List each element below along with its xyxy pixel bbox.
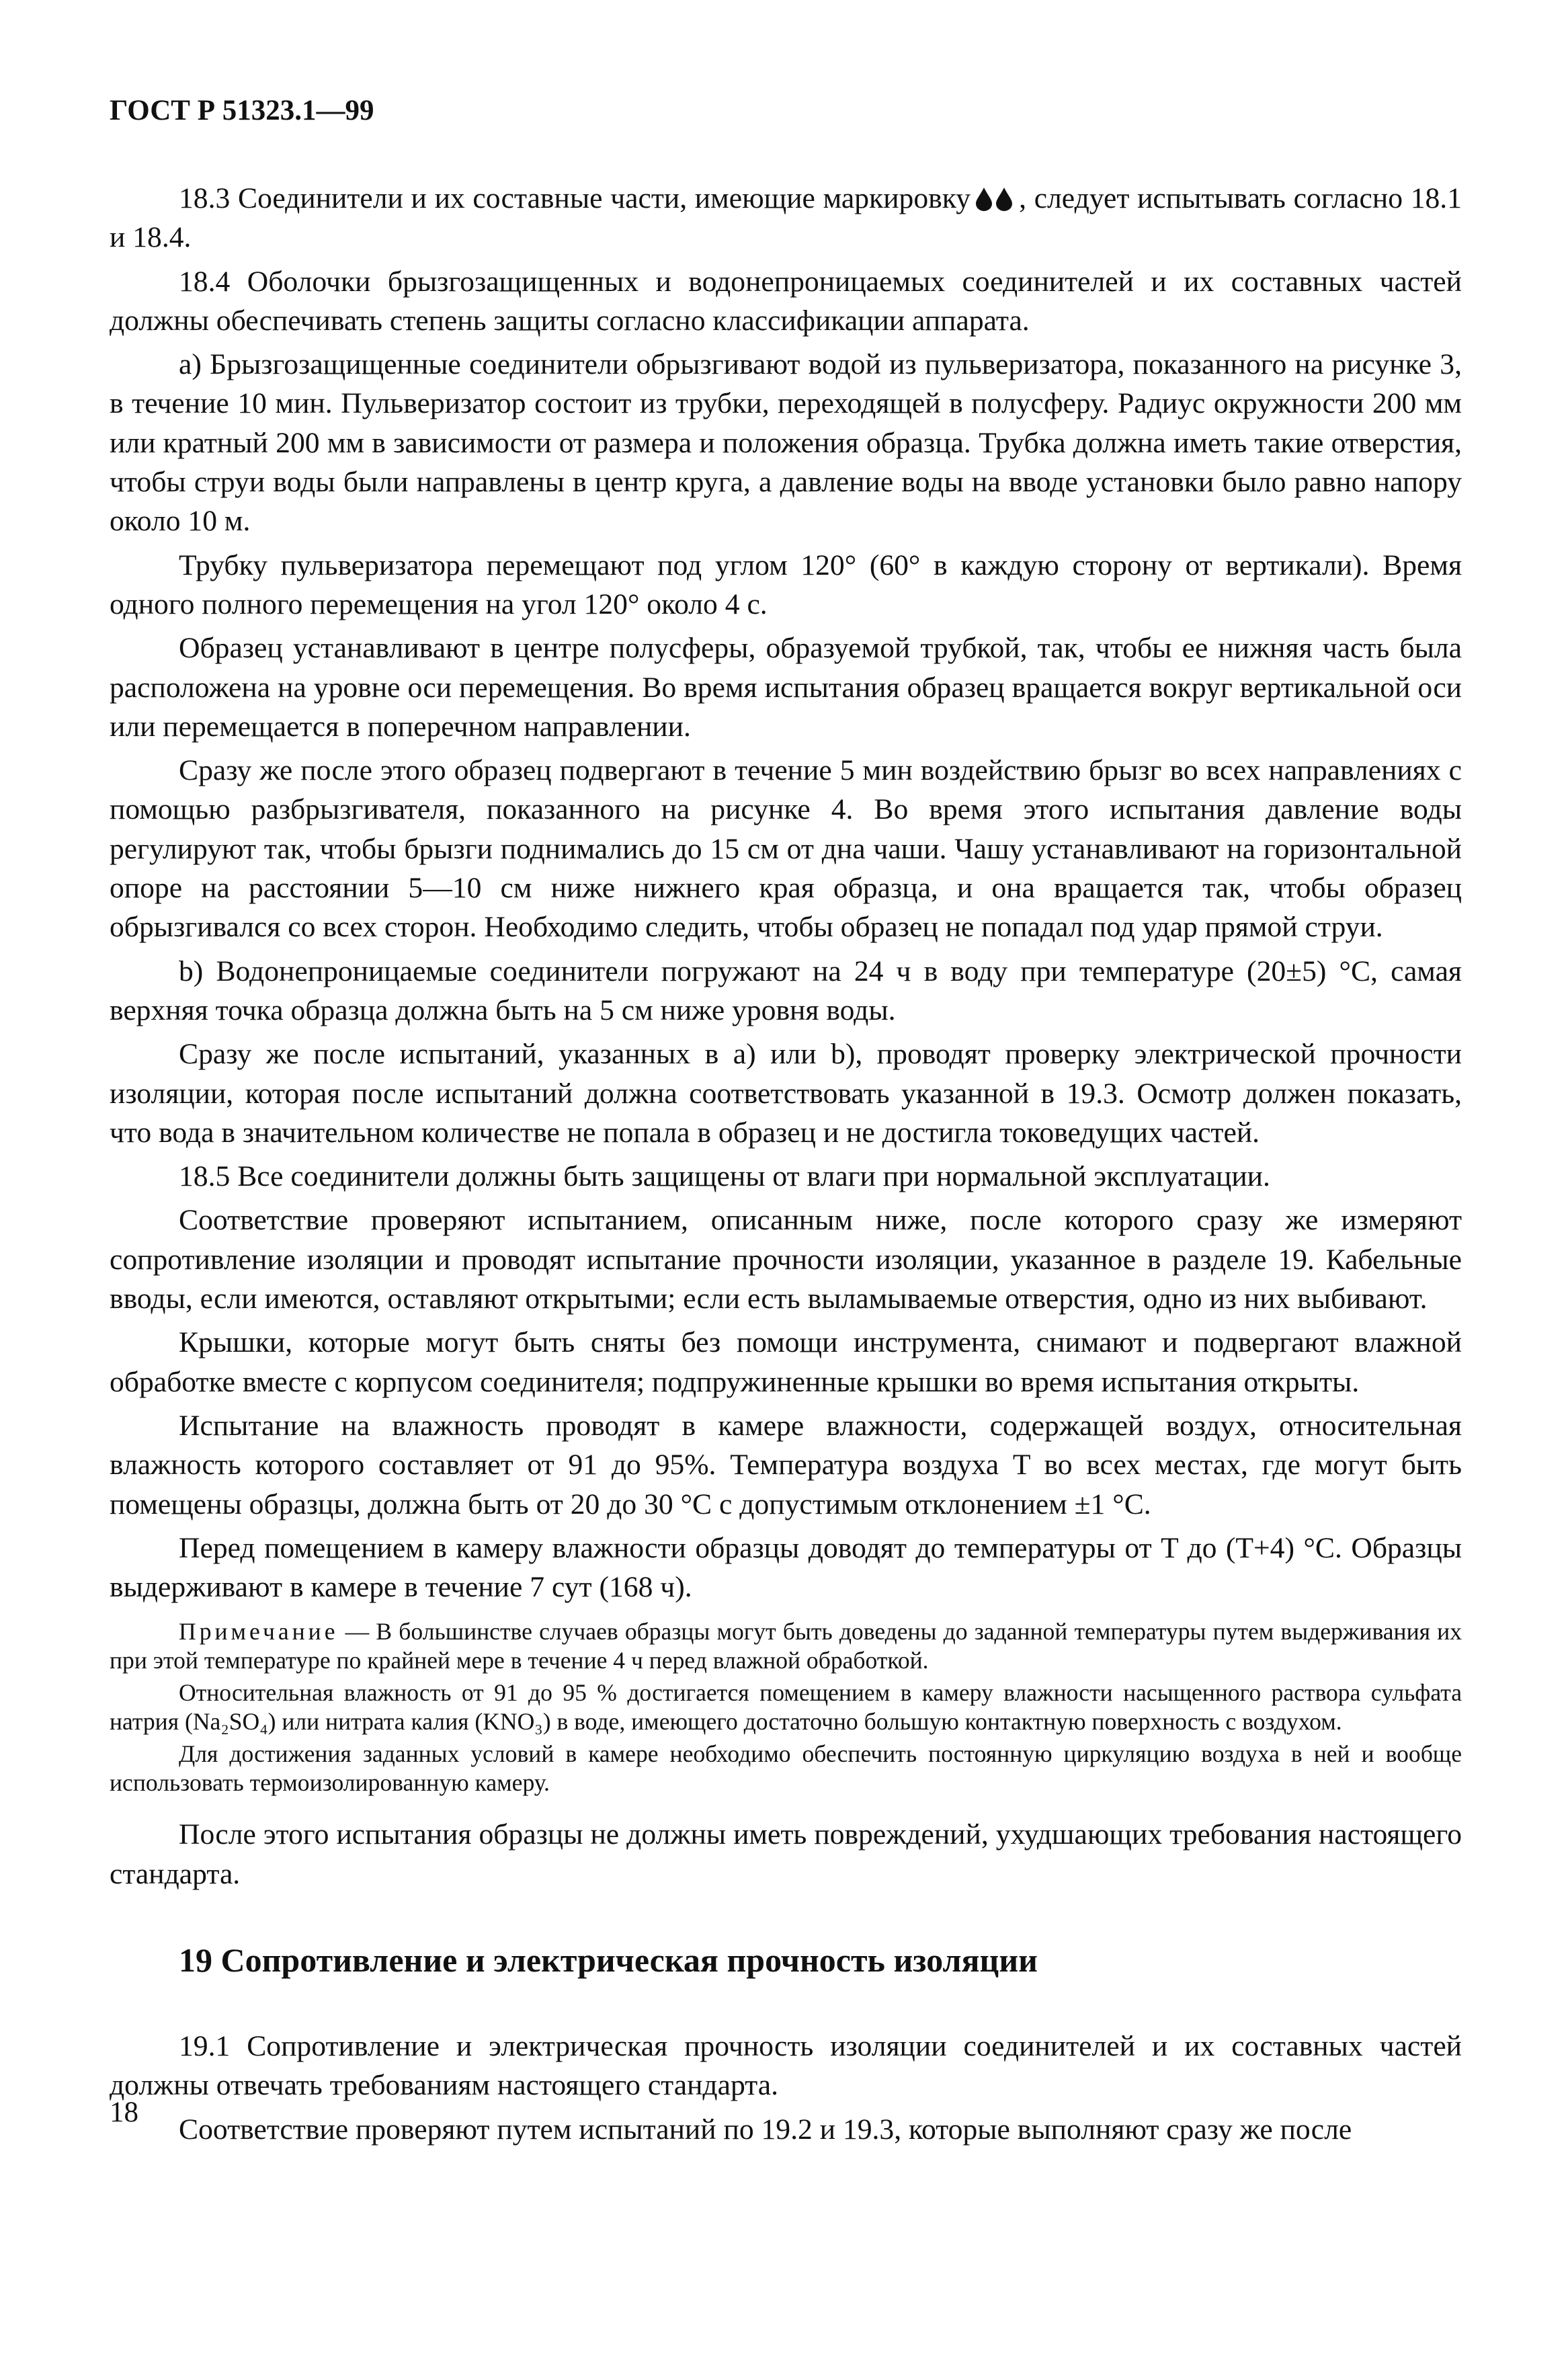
paragraph-tube: Трубку пульверизатора перемещают под углом 120° (60° в каждую сторону от вертикали). Время одного полного перемещения на угол 120° около 4 с.	[110, 549, 1462, 620]
notes-block	[110, 1617, 1462, 1797]
note-1-text: — В большинстве случаев образцы могут быть доведены до заданной температуры путем выдерживания их при этой температуре по крайней мере в течение 4 ч перед влажной обработкой.	[110, 1618, 1462, 1674]
paragraph-humidity: Испытание на влажность проводят в камере влажности, содержащей воздух, относительная влажность которого составляет от 91 до 95%. Температура воздуха T во всех местах, где могут быть помещены образцы, должна быть от 20 до 30 °С с допустимым отклонением ±1 °С.	[110, 1409, 1462, 1520]
paragraph-check: Сразу же после испытаний, указанных в а) или b), проводят проверку электрической прочности изоляции, которая после испытаний должна соответствовать указанной в 19.3. Осмотр должен показать, что вода в значительном количестве не попала в образец и не достигла токоведущих частей.	[110, 1038, 1462, 1149]
paragraph-item-a: а) Брызгозащищенные соединители обрызгивают водой из пульверизатора, показанного на рисунке 3, в течение 10 мин. Пульверизатор состоит из трубки, переходящей в полусферу. Радиус окружности 200 мм или кратный 200 мм в зависимости от размера и положения образца. Трубка должна иметь такие отверстия, чтобы струи воды были направлены в центр круга, а давление воды на вводе установки было равно напору около 10 м.	[110, 348, 1462, 538]
paragraph-18-4: 18.4 Оболочки брызгозащищенных и водонепроницаемых соединителей и их составных частей должны обеспечивать степень защиты согласно классификации аппарата.	[110, 265, 1462, 337]
paragraph-covers: Крышки, которые могут быть сняты без помощи инструмента, снимают и подвергают влажной обработке вместе с корпусом соединителя; подпружиненные крышки во время испытания открыты.	[110, 1326, 1462, 1398]
paragraph-18-3-end: , следует испытывать согласно 18.1 и 18.4.	[110, 182, 1462, 254]
paragraph-after: Сразу же после этого образец подвергают в течение 5 мин воздействию брызг во всех направлениях с помощью разбрызгивателя, показанного на рисунке 4. Во время этого испытания давление воды регулируют так, чтобы брызги поднимались до 15 см от дна чаши. Чашу устанавливают на горизонтальной опоре на расстоянии 5—10 см ниже нижнего края образца, и она вращается так, чтобы образец обрызгивался со всех сторон. Необходимо следить, чтобы образец не попадал под удар прямой струи.	[110, 754, 1462, 944]
paragraph-18-5: 18.5 Все соединители должны быть защищены от влаги при нормальной эксплуатации.	[179, 1160, 1270, 1193]
note-2: Относительная влажность от 91 до 95 % достигается помещением в камеру влажности насыщенного раствора сульфата натрия (Na₂SO₄) или нитрата калия (KNO₃) в воде, имеющего достаточно большую контактную поверхность с воздухом.	[110, 1679, 1462, 1736]
paragraph-final: После этого испытания образцы не должны иметь повреждений, ухудшающих требования настоящего стандарта.	[110, 1818, 1462, 1890]
note-label: Примечание	[179, 1618, 339, 1646]
paragraph-conformity: Соответствие проверяют испытанием, описанным ниже, после которого сразу же измеряют сопротивление изоляции и проводят испытание прочности изоляции, указанное в разделе 19. Кабельные вводы, если имеются, оставляют открытыми; если есть выламываемые отверстия, одно из них выбивают.	[110, 1204, 1462, 1315]
paragraph-18-3	[110, 179, 1462, 257]
page-body	[110, 179, 1462, 2154]
note-3: Для достижения заданных условий в камере необходимо обеспечить постоянную циркуляцию воздуха в ней и вообще использовать термоизолированную камеру.	[110, 1740, 1462, 1797]
paragraph-19-1: 19.1 Сопротивление и электрическая прочность изоляции соединителей и их составных частей должны отвечать требованиям настоящего стандарта.	[110, 2029, 1462, 2102]
paragraph-19-conformity: Соответствие проверяют путем испытаний по 19.2 и 19.3, которые выполняют сразу же после	[179, 2113, 1352, 2146]
paragraph-sample: Образец устанавливают в центре полусферы, образуемой трубкой, так, чтобы ее нижняя часть была расположена на уровне оси перемещения. Во время испытания образец вращается вокруг вертикальной оси или перемещается в поперечном направлении.	[110, 632, 1462, 743]
page-number: 18	[110, 2097, 138, 2128]
two-water-drops-icon	[973, 186, 1016, 212]
paragraph-item-b: b) Водонепроницаемые соединители погружают на 24 ч в воду при температуре (20±5) °С, самая верхняя точка образца должна быть на 5 см ниже уровня воды.	[110, 954, 1462, 1026]
document-header: ГОСТ Р 51323.1—99	[110, 95, 374, 126]
note-1	[110, 1617, 1462, 1675]
section-19-title: 19 Сопротивление и электрическая прочность изоляции	[179, 1941, 1038, 1979]
paragraph-18-3-start: 18.3 Соединители и их составные части, имеющие маркировку	[179, 182, 971, 214]
paragraph-before: Перед помещением в камеру влажности образцы доводят до температуры от T до (T+4) °С. Образцы выдерживают в камере в течение 7 сут (168 ч).	[110, 1531, 1462, 1604]
